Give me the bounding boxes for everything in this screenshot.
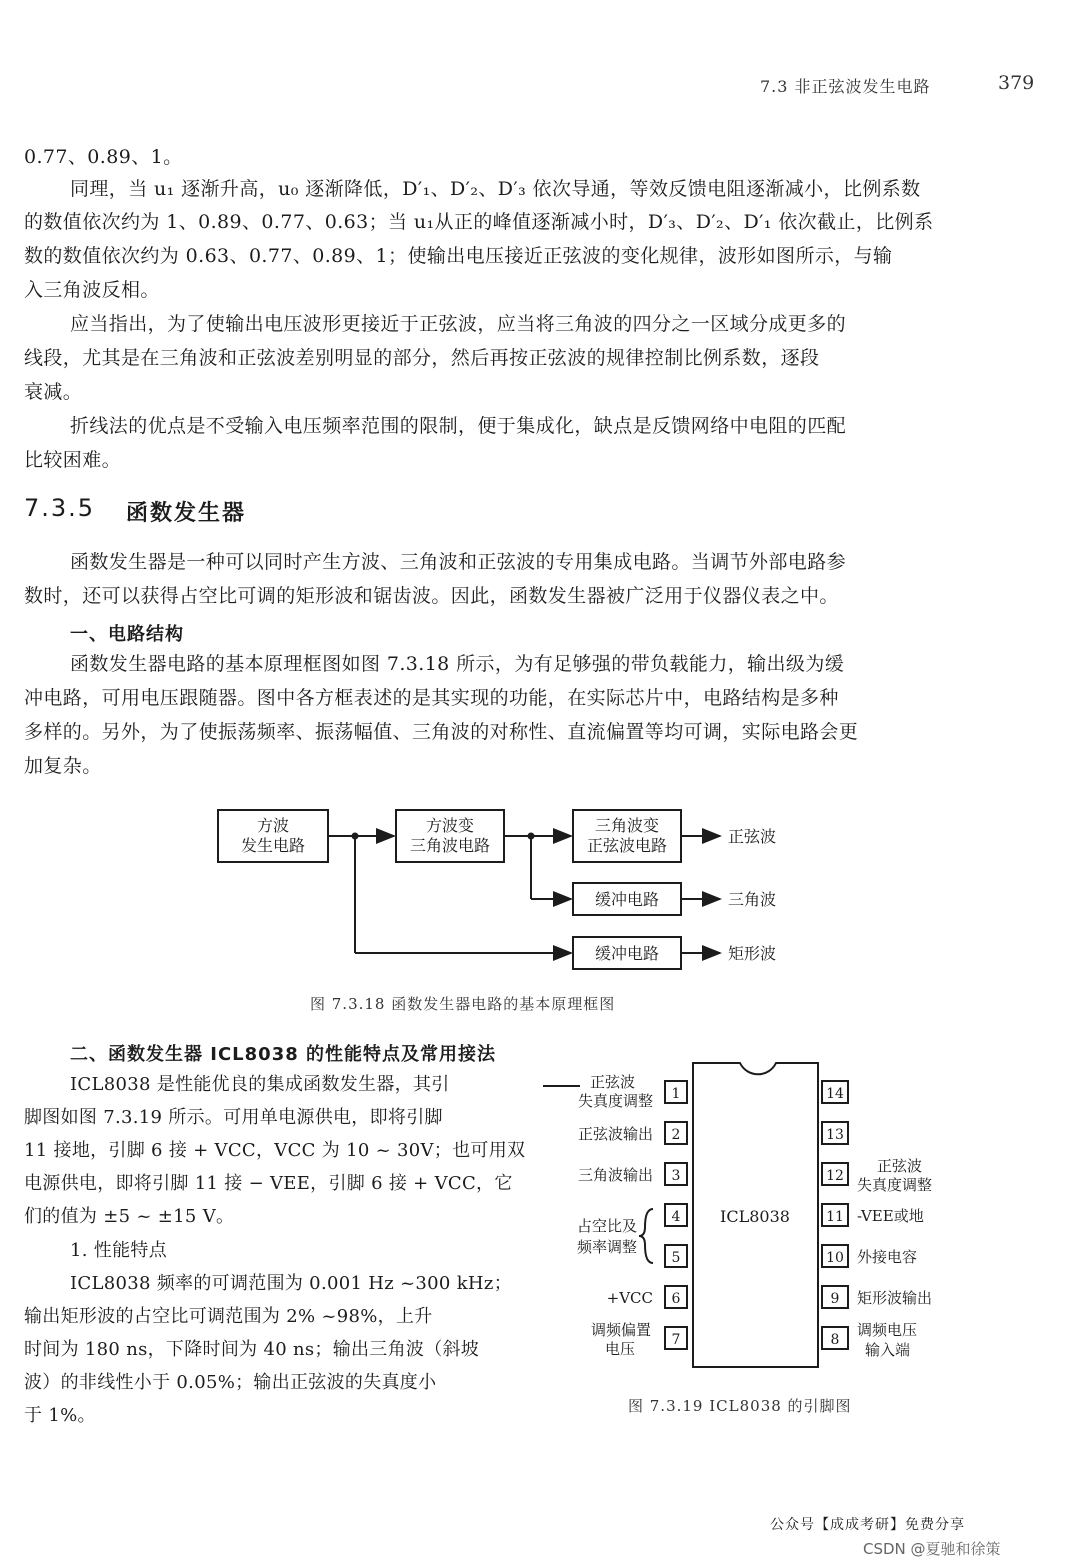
pin-label: 电压 xyxy=(604,1340,635,1358)
pin-label: 正弦波 xyxy=(589,1073,635,1091)
paragraph-line: 比较困难。 xyxy=(24,449,122,471)
pin-number: 7 xyxy=(671,1332,681,1348)
list-item-title: 1. 性能特点 xyxy=(70,1240,167,1261)
pin-label: 频率调整 xyxy=(576,1238,637,1256)
box-label: 方波变 xyxy=(425,816,475,835)
paragraph-line: 函数发生器是一种可以同时产生方波、三角波和正弦波的专用集成电路。当调节外部电路参 xyxy=(70,551,847,573)
pin-label: 外接电容 xyxy=(857,1248,918,1266)
pin-label: 失真度调整 xyxy=(857,1176,933,1194)
pin-number: 3 xyxy=(671,1168,681,1184)
pin-label: 调频电压 xyxy=(857,1321,918,1339)
block-diagram xyxy=(200,795,820,980)
chip-name: ICL8038 xyxy=(720,1207,790,1226)
paragraph-line: 于 1%。 xyxy=(24,1405,96,1426)
paragraph-line: 数的数值依次约为 0.63、0.77、0.89、1；使输出电压接近正弦波的变化规律，波形如图所示，与输 xyxy=(24,245,893,267)
pin-number: 11 xyxy=(826,1209,844,1225)
pin-number: 10 xyxy=(826,1250,844,1266)
paragraph-line: 数时，还可以获得占空比可调的矩形波和锯齿波。因此，函数发生器被广泛用于仪器仪表之中。 xyxy=(24,585,839,607)
pin-label: 正弦波输出 xyxy=(577,1125,653,1143)
paragraph-line: 应当指出，为了使输出电压波形更接近于正弦波，应当将三角波的四分之一区域分成更多的 xyxy=(70,313,847,335)
pin-number: 12 xyxy=(826,1168,844,1184)
paragraph-line: 加复杂。 xyxy=(24,755,102,777)
icl8038-pinout xyxy=(535,1055,965,1375)
box-label: 发生电路 xyxy=(240,836,306,855)
section-title: 函数发生器 xyxy=(126,501,247,526)
figure-caption: 图 7.3.18 函数发生器电路的基本原理框图 xyxy=(310,995,616,1013)
paragraph-line: 电源供电，即将引脚 11 接 − VEE，引脚 6 接 + VCC，它 xyxy=(24,1173,513,1194)
paragraph-line: 折线法的优点是不受输入电压频率范围的限制，便于集成化，缺点是反馈网络中电阻的匹配 xyxy=(70,415,847,437)
paragraph-line: 线段，尤其是在三角波和正弦波差别明显的部分，然后再按正弦波的规律控制比例系数，逐段 xyxy=(24,347,820,369)
pin-label: 矩形波输出 xyxy=(857,1289,933,1307)
pin-label: +VCC xyxy=(606,1289,653,1307)
paragraph-line: 的数值依次约为 1、0.89、0.77、0.63；当 u₁从正的峰值逐渐减小时，D′₃、D′₂、D′₁ 依次截止，比例系 xyxy=(24,211,934,233)
paragraph-line: 脚图如图 7.3.19 所示。可用单电源供电，即将引脚 xyxy=(24,1107,443,1128)
box-label: 方波 xyxy=(256,816,290,835)
pin-label: 占空比及 xyxy=(576,1217,637,1235)
pin-number: 13 xyxy=(826,1127,844,1143)
box-label: 缓冲电路 xyxy=(594,890,660,909)
paragraph-line: 同理，当 u₁ 逐渐升高，u₀ 逐渐降低，D′₁、D′₂、D′₃ 依次导通，等效反馈电阻逐渐减小，比例系数 xyxy=(70,178,921,200)
pin-label: 正弦波 xyxy=(877,1157,923,1175)
pin-number: 4 xyxy=(671,1209,681,1225)
page-number: 379 xyxy=(998,72,1035,94)
pin-number: 1 xyxy=(671,1086,681,1102)
junction-dot xyxy=(352,833,359,840)
paragraph-line: 波）的非线性小于 0.05%；输出正弦波的失真度小 xyxy=(24,1372,437,1393)
paragraph-line: 函数发生器电路的基本原理框图如图 7.3.18 所示，为有足够强的带负载能力，输出级为缓 xyxy=(70,653,845,675)
paragraph-line: 11 接地，引脚 6 接 + VCC，VCC 为 10 ~ 30V；也可用双 xyxy=(24,1140,526,1161)
output-label-triangle: 三角波 xyxy=(728,890,777,909)
section-number: 7.3.5 xyxy=(24,494,96,522)
junction-dot xyxy=(528,833,535,840)
pin-number: 14 xyxy=(826,1086,844,1102)
pin-label: 三角波输出 xyxy=(577,1166,653,1184)
paragraph-line: 冲电路，可用电压跟随器。图中各方框表述的是其实现的功能，在实际芯片中，电路结构是多种 xyxy=(24,687,839,709)
running-header: 7.3 非正弦波发生电路 xyxy=(760,77,931,96)
pin-number: 2 xyxy=(671,1127,681,1143)
paragraph-line: 时间为 180 ns，下降时间为 40 ns；输出三角波（斜坡 xyxy=(24,1339,480,1360)
paragraph-line: ICL8038 频率的可调范围为 0.001 Hz ~300 kHz； xyxy=(70,1273,512,1294)
box-label: 缓冲电路 xyxy=(594,944,660,963)
paragraph-line: 多样的。另外，为了使振荡频率、振荡幅值、三角波的对称性、直流偏置等均可调，实际电路会更 xyxy=(24,721,859,743)
paragraph-line: 输出矩形波的占空比可调范围为 2% ~98%，上升 xyxy=(24,1306,433,1327)
paragraph-line: 0.77、0.89、1。 xyxy=(24,146,183,168)
paragraph-line: 们的值为 ±5 ~ ±15 V。 xyxy=(24,1206,235,1227)
pin-number: 5 xyxy=(671,1250,681,1266)
subsection-title: 二、函数发生器 ICL8038 的性能特点及常用接法 xyxy=(70,1044,497,1065)
pin-label: 调频偏置 xyxy=(590,1321,651,1339)
footer-note: 公众号【成成考研】免费分享 xyxy=(770,1517,965,1533)
paragraph-line: ICL8038 是性能优良的集成函数发生器，其引 xyxy=(70,1074,450,1095)
pin-number: 6 xyxy=(671,1291,681,1307)
paragraph-line: 衰减。 xyxy=(24,381,83,403)
pin-label: -VEE或地 xyxy=(857,1207,924,1225)
paragraph-line: 入三角波反相。 xyxy=(24,279,160,301)
pin-number: 8 xyxy=(830,1332,840,1348)
box-label: 正弦波电路 xyxy=(586,836,668,855)
figure-caption: 图 7.3.19 ICL8038 的引脚图 xyxy=(628,1397,852,1415)
box-label: 三角波电路 xyxy=(409,836,491,855)
output-label-sine: 正弦波 xyxy=(728,827,777,846)
subsection-title: 一、电路结构 xyxy=(70,624,184,645)
pin-label: 失真度调整 xyxy=(577,1092,653,1110)
pin-number: 9 xyxy=(830,1291,840,1307)
watermark: CSDN @夏驰和徐策 xyxy=(863,1540,1001,1558)
box-label: 三角波变 xyxy=(594,816,660,835)
output-label-square: 矩形波 xyxy=(728,944,777,963)
pin-label: 输入端 xyxy=(865,1341,911,1359)
